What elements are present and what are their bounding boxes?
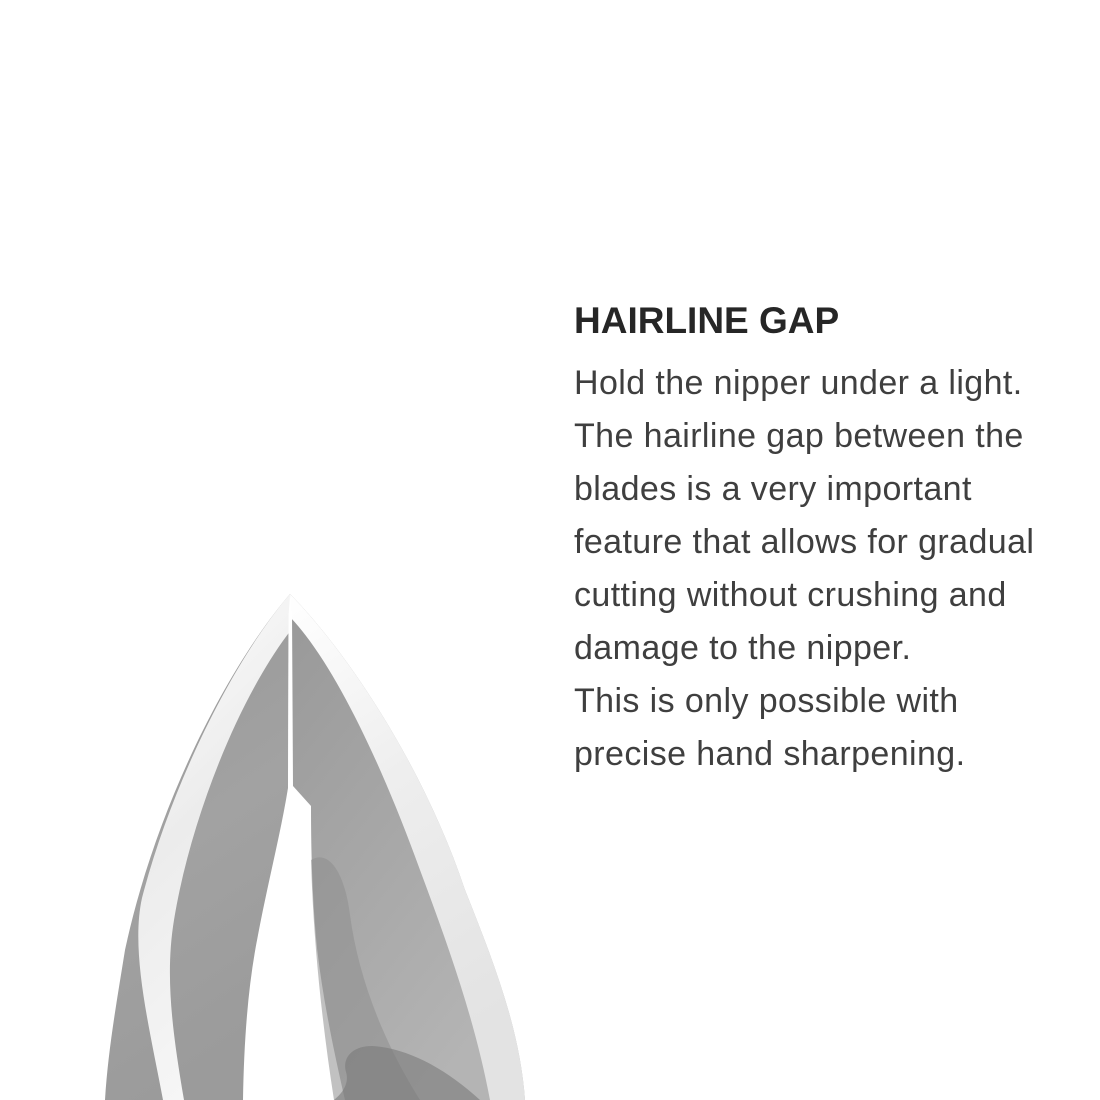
body-line: damage to the nipper.	[574, 629, 912, 667]
body-line: cutting without crushing and	[574, 576, 1007, 614]
heading: HAIRLINE GAP	[574, 300, 840, 341]
body-line: Hold the nipper under a light.	[574, 364, 1023, 402]
hairline-gap	[288, 596, 292, 788]
body-line: feature that allows for gradual	[574, 523, 1035, 561]
body-line: This is only possible with	[574, 682, 959, 720]
body-line: blades is a very important	[574, 470, 972, 508]
body-line: The hairline gap between the	[574, 417, 1024, 455]
text-block	[574, 301, 1079, 781]
body-line: precise hand sharpening.	[574, 735, 966, 773]
